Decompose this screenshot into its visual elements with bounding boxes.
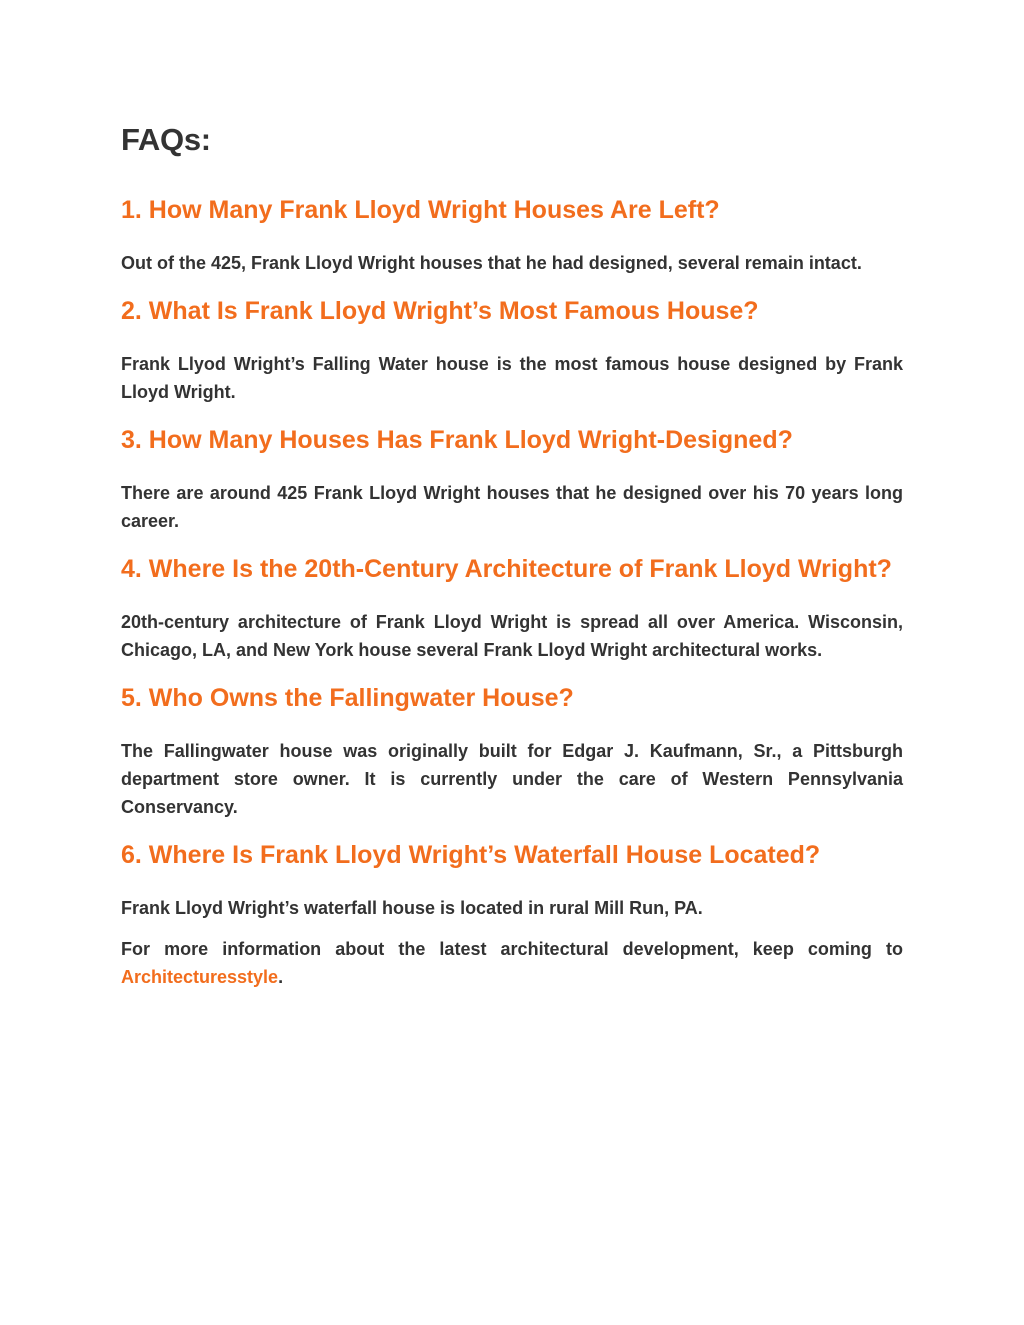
faq-answer-6: Frank Lloyd Wright’s waterfall house is located in rural Mill Run, PA. bbox=[121, 898, 703, 918]
faq-answer-5: The Fallingwater house was originally built for Edgar J. Kaufmann, Sr., a Pittsburgh department store owner. It is currently under the care of Western Pennsylvania Conservancy. bbox=[121, 741, 903, 817]
faq-answer-3: There are around 425 Frank Lloyd Wright houses that he designed over his 70 years long career. bbox=[121, 483, 903, 531]
faq-question-3: 3. How Many Houses Has Frank Lloyd Wright-Designed? bbox=[121, 426, 793, 454]
faq-question-5: 5. Who Owns the Fallingwater House? bbox=[121, 684, 574, 712]
faq-answer-4: 20th-century architecture of Frank Lloyd Wright is spread all over America. Wisconsin, Chicago, LA, and New York house several Frank Lloyd Wright architectural works. bbox=[121, 612, 903, 660]
faq-question-6: 6. Where Is Frank Lloyd Wright’s Waterfall House Located? bbox=[121, 841, 821, 869]
closing-period: . bbox=[278, 967, 284, 987]
page-title: FAQs: bbox=[121, 122, 211, 157]
architecturesstyle-link[interactable]: Architecturesstyle bbox=[121, 967, 279, 987]
faq-question-1: 1. How Many Frank Lloyd Wright Houses Are Left? bbox=[121, 196, 720, 224]
faq-answer-1: Out of the 425, Frank Lloyd Wright houses that he had designed, several remain intact. bbox=[121, 253, 862, 273]
closing-paragraph bbox=[121, 935, 903, 991]
document-page bbox=[121, 118, 903, 991]
faq-answer-2: Frank Llyod Wright’s Falling Water house is the most famous house designed by Frank Lloyd Wright. bbox=[121, 354, 903, 402]
faq-question-2: 2. What Is Frank Lloyd Wright’s Most Famous House? bbox=[121, 297, 759, 325]
faq-question-4: 4. Where Is the 20th-Century Architecture of Frank Lloyd Wright? bbox=[121, 555, 892, 583]
closing-text: For more information about the latest architectural development, keep coming to bbox=[121, 939, 903, 959]
